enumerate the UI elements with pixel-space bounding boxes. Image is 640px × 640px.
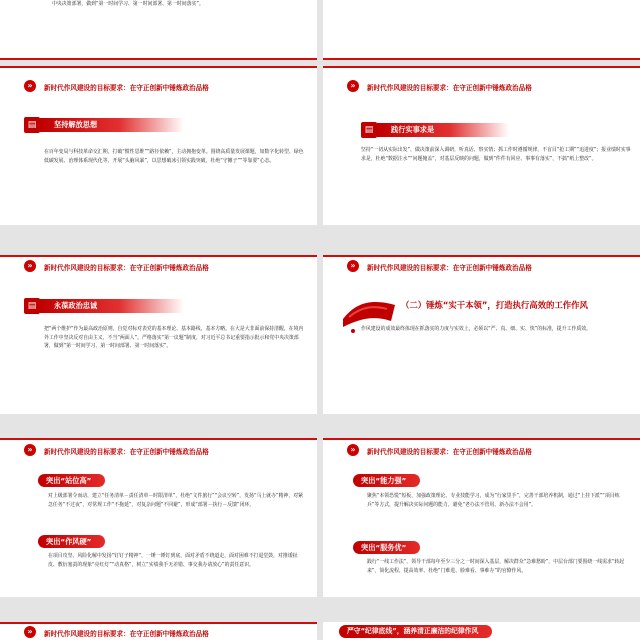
- slide-top-right[interactable]: [323, 0, 640, 60]
- banner-title: 新时代作风建设的目标要求：在守正创新中锤炼政治品格: [44, 264, 209, 272]
- section-body: 在百年变局与科技革命交汇期，打破“惯性思维”“路径依赖”，主动拥抱变革。围绕高质量发展课题，如数字化转型、绿色低碳发展、治理体系现代化等，开展“头脑风暴”，以思想破冰引领实践突破，杜绝“守摊子”“等靠要”心态。: [44, 149, 304, 164]
- section-heading: 永葆政治忠诚: [40, 299, 184, 313]
- section-body: 坚持“一切从实际出发”，做决策前深入调研，听真话、察实情；抓工作时遵循规律，不盲目“抢工期”“追进度”；报业绩时实事求是，杜绝“数据注水”“问题掩盖”，对基层反映的问题，做到“件件有回应、事事有落实”，不搞“纸上整改”。: [361, 147, 631, 162]
- banner-title: 新时代作风建设的目标要求：在守正创新中锤炼政治品格: [44, 84, 209, 92]
- slide-1-left[interactable]: [0, 66, 317, 225]
- section-body: 践行“一线工作法”，领导干部每年至少三分之一时间深入基层，解决群众“急难愁盼”，中层台部门要围绕一线需求“转起来”，简化流程，提高效率，杜绝“门难进、脸难看、事难办”的官僚作风。: [367, 559, 625, 574]
- slide-4-left[interactable]: [0, 622, 317, 640]
- section-body: 在项目攻坚、风险化解中发扬“钉钉子精神”，一锤一锤钉到底，面对矛盾不绕道走，面对困难不打退堂鼓，对推诿扯皮、敷衍塞责的现象“亮红灯”“动真格”，树立“实绩我手无差错、事交我办请放心”的责任意识。: [48, 553, 298, 568]
- banner-title: 新时代作风建设的目标要求：在守正创新中锤炼政治品格: [44, 630, 209, 638]
- slide-2-left[interactable]: [0, 255, 317, 414]
- slide-text: 中央决策部署，做到“第一时间学习、第一时间部署、第一时间落实”。: [52, 1, 204, 7]
- section-body: 对上级部署令而动，建立“任务清单－责任清单－时限清单”，杜绝“文件旅行”“会议空转”，发扬“马上就办”精神，对紧急任务“不过夜”，对常规工作“不拖延”，对复杂问题“不回避”，形成“部署－执行－反馈”闭环。: [48, 493, 304, 508]
- section-pill: 严守“纪律底线”，涵养清正廉洁的纪律作风: [339, 625, 492, 638]
- slide-3-left[interactable]: [0, 438, 317, 597]
- chevron-right-icon: »: [24, 626, 36, 638]
- book-icon: ▤: [361, 122, 377, 138]
- chevron-right-icon: »: [347, 260, 359, 272]
- chevron-right-icon: »: [347, 80, 359, 92]
- section-body: 聚焦“本领恐慌”短板，加强政策理论、专业技能学习，成为“行家里手”，完善干部培养机制，通过“上挂下派”“项目练兵”等方式，提升解决实际问题的能力，避免“老办法不管用、新办法不会用”。: [367, 493, 620, 508]
- sub-title: （二）锤炼“实干本领”，打造执行高效的工作作风: [401, 300, 588, 310]
- section-heading: 践行实事求是: [377, 123, 509, 137]
- section-pill: 突出“服务优”: [353, 541, 420, 554]
- chevron-right-icon: »: [24, 80, 36, 92]
- section-pill: 突出“能力强”: [353, 474, 420, 487]
- slide-1-right[interactable]: [323, 66, 640, 225]
- red-divider: [0, 255, 317, 257]
- section-body: 作风建设的成效最终体现在抓落实的力度与实效上，必须以“严、真、细、实、快”的标准，提升工作质效。: [361, 326, 592, 332]
- red-divider: [323, 66, 640, 68]
- red-divider: [0, 66, 317, 68]
- section-pill: 突出“作风硬”: [38, 535, 105, 548]
- red-divider: [0, 58, 317, 60]
- section-heading: 坚持解放思想: [40, 118, 184, 132]
- red-divider: [0, 622, 317, 624]
- section-body: 把“两个维护”作为最高政治原则，自觉对标对表党的基本理论、基本路线、基本方略。在大是大非面前保持清醒，在境内外工作中坚决反对自由主义，不当“两面人”。严格落实“第一议题”制度，对习近平总书记重要指示批示和党中央决策部署，做到“第一时间学习、第一时间部署、第一时间落实”。: [44, 326, 304, 350]
- slide-top-left[interactable]: [0, 0, 317, 60]
- banner-title: 新时代作风建设的目标要求：在守正创新中锤炼政治品格: [367, 264, 532, 272]
- slide-4-right[interactable]: [323, 622, 640, 640]
- slide-2-right[interactable]: [323, 255, 640, 414]
- red-divider: [0, 438, 317, 440]
- section-pill: 突出“站位高”: [38, 474, 105, 487]
- red-divider: [323, 255, 640, 257]
- chevron-right-icon: »: [24, 444, 36, 456]
- book-icon: ▤: [24, 298, 40, 314]
- chevron-right-icon: »: [347, 444, 359, 456]
- red-divider: [323, 58, 640, 60]
- book-icon: ▤: [24, 117, 40, 133]
- red-divider: [323, 438, 640, 440]
- slide-3-right[interactable]: [323, 438, 640, 597]
- banner-title: 新时代作风建设的目标要求：在守正创新中锤炼政治品格: [367, 448, 532, 456]
- banner-title: 新时代作风建设的目标要求：在守正创新中锤炼政治品格: [367, 84, 532, 92]
- chevron-right-icon: »: [24, 260, 36, 272]
- bullet-icon: [351, 329, 355, 333]
- banner-title: 新时代作风建设的目标要求：在守正创新中锤炼政治品格: [44, 448, 209, 456]
